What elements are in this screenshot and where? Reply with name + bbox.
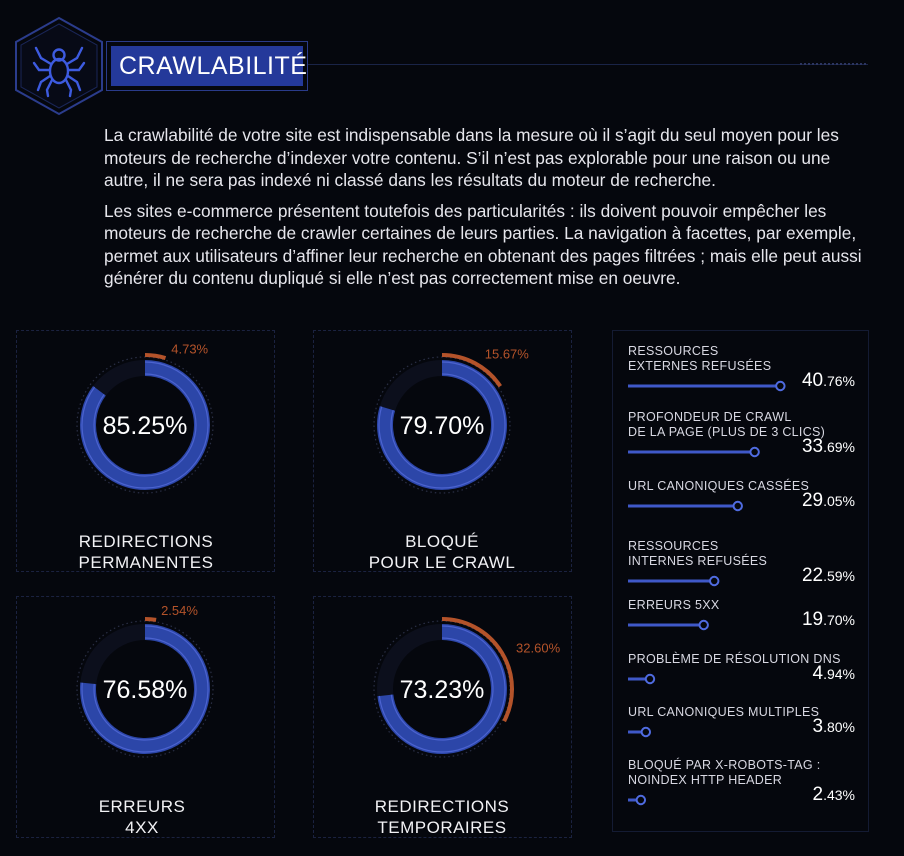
bar-track	[628, 574, 828, 588]
bar-item	[628, 539, 860, 599]
bar-value	[813, 663, 856, 685]
donut-secondary-value: 2.54%	[161, 604, 198, 618]
bar-label-line: URL CANONIQUES MULTIPLES	[628, 705, 820, 719]
donut-secondary-value: 15.67%	[484, 346, 529, 362]
bar-marker	[642, 728, 650, 736]
donut-label-line: REDIRECTIONS	[374, 797, 510, 816]
donut-main-value: 85.25%	[102, 412, 188, 440]
bar-value	[802, 490, 855, 512]
donut-main-value: 73.23%	[399, 676, 485, 704]
donut-label-line: BLOQUÉ	[405, 532, 479, 551]
intro-paragraph-1: La crawlabilité de votre site est indispensable dans la mesure où il s’agit du seul moyen pour les moteurs de recherche d’indexer votre contenu. S’il n’est pas explorable pour une raison ou une autre, il ne sera pas indexé ni classé dans les résultats du moteur de recherche.	[104, 125, 839, 190]
bar-track	[628, 379, 828, 393]
bar-value-dec: .05%	[823, 493, 855, 509]
bar-value	[813, 716, 856, 738]
donut-label-line: REDIRECTIONS	[78, 532, 214, 551]
donut-secondary-arc	[145, 355, 165, 358]
spider-icon	[14, 16, 104, 116]
bar-item	[628, 479, 860, 524]
donut-label-line: PERMANENTES	[78, 553, 214, 572]
bar-value-int: 4	[812, 663, 824, 684]
bar-item	[628, 344, 860, 404]
bar-label-line: INTERNES REFUSÉES	[628, 554, 768, 568]
bar-track	[628, 725, 828, 739]
bar-value-dec: .69%	[823, 439, 855, 455]
bar-marker	[750, 448, 758, 456]
bar-value-int: 3	[812, 716, 824, 737]
donut-label	[352, 531, 532, 573]
bar-marker	[637, 796, 645, 804]
donut-label	[52, 796, 232, 838]
bar-value-dec: .59%	[823, 568, 855, 584]
donut-chart-erreurs-4xx	[60, 604, 230, 774]
donut-label-line: ERREURS	[98, 797, 186, 816]
bar-value	[802, 609, 855, 631]
intro-text	[104, 124, 874, 298]
bar-label-line: DE LA PAGE (PLUS DE 3 CLICS)	[628, 425, 826, 439]
bar-item	[628, 598, 860, 643]
bar-label-line: PROBLÈME DE RÉSOLUTION DNS	[628, 652, 841, 666]
bar-track	[628, 793, 828, 807]
bar-value-dec: .80%	[823, 719, 855, 735]
donut-secondary-value: 4.73%	[171, 341, 209, 357]
donut-chart-redirections-temporaires	[357, 604, 572, 774]
bar-value-int: 22	[801, 565, 824, 586]
bar-label-line: NOINDEX HTTP HEADER	[628, 773, 783, 787]
bar-value	[802, 436, 855, 458]
donut-secondary-value: 32.60%	[516, 640, 561, 656]
donut-chart-redirections-permanentes	[60, 340, 230, 510]
donut-main-value: 76.58%	[102, 676, 188, 704]
donut-label	[56, 531, 236, 573]
bar-value-int: 19	[801, 609, 824, 630]
page-title: CRAWLABILITÉ	[111, 46, 303, 86]
donut-main-value: 79.70%	[399, 412, 485, 440]
bar-item	[628, 410, 860, 470]
bar-value-int: 2	[812, 784, 824, 805]
title-dots-decoration	[800, 63, 866, 65]
bar-label-line: RESSOURCES	[628, 539, 719, 553]
donut-label-line: TEMPORAIRES	[377, 818, 507, 837]
bar-label-line: RESSOURCES	[628, 344, 719, 358]
bar-marker	[710, 577, 718, 585]
bar-marker	[734, 502, 742, 510]
bar-value-dec: .43%	[823, 787, 855, 803]
bar-label-line: EXTERNES REFUSÉES	[628, 359, 772, 373]
bar-track	[628, 499, 828, 513]
bar-label-line: BLOQUÉ PAR X-ROBOTS-TAG :	[628, 758, 821, 772]
donut-label	[352, 796, 532, 838]
bar-label-line: ERREURS 5XX	[628, 598, 720, 612]
bar-track	[628, 445, 828, 459]
bar-marker	[646, 675, 654, 683]
title-divider	[308, 64, 868, 65]
bar-value	[802, 565, 855, 587]
bar-value-dec: .94%	[823, 666, 855, 682]
bar-value-int: 40	[801, 370, 824, 391]
bar-value-int: 33	[801, 436, 824, 457]
bar-label-line: URL CANONIQUES CASSÉES	[628, 479, 810, 493]
bar-value	[813, 784, 856, 806]
bar-value-int: 29	[801, 490, 824, 511]
bar-item	[628, 652, 860, 697]
bar-value-dec: .70%	[823, 612, 855, 628]
donut-secondary-arc	[145, 619, 156, 620]
bar-marker	[776, 382, 784, 390]
bar-item	[628, 758, 860, 818]
intro-paragraph-2: Les sites e-commerce présentent toutefois des particularités : ils doivent pouvoir empêcher les moteurs de recherche de crawler certaines de leurs parties. La navigation à facettes, par exemple, permet aux utilisateurs d’affiner leur recherche en obtenant des pages filtrées ; mais elle peut aussi générer du contenu dupliqué si elle n’est pas correctement mise en oeuvre.	[104, 200, 862, 288]
title-box	[106, 41, 308, 91]
bar-marker	[700, 621, 708, 629]
bar-value-dec: .76%	[823, 373, 855, 389]
donut-label-line: 4XX	[125, 818, 159, 837]
bar-item	[628, 705, 860, 750]
bar-label-line: PROFONDEUR DE CRAWL	[628, 410, 792, 424]
bar-track	[628, 618, 828, 632]
bar-track	[628, 672, 828, 686]
donut-label-line: POUR LE CRAWL	[368, 553, 516, 572]
bar-value	[802, 370, 855, 392]
donut-chart-bloque-crawl	[357, 340, 557, 510]
